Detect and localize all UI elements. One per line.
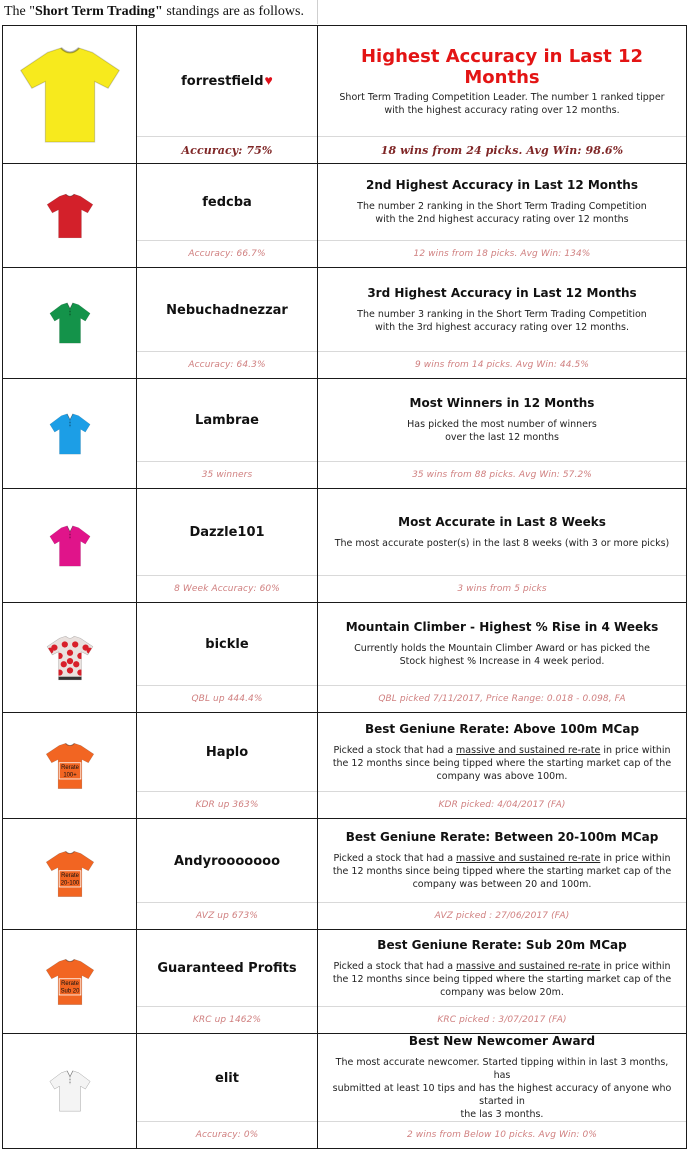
award-description-line: Short Term Trading Competition Leader. The number 1 ranked tipper xyxy=(339,91,665,103)
tipper-stat: Accuracy: 66.7% xyxy=(137,240,317,267)
tipper-stat: Accuracy: 75% xyxy=(137,136,317,163)
award-stat: AVZ picked : 27/06/2017 (FA) xyxy=(318,902,686,929)
shirt-cell xyxy=(3,819,137,930)
shirt-cell xyxy=(3,1034,137,1149)
award-description-underline: massive and sustained re-rate xyxy=(456,744,601,756)
green-polo-shirt-icon xyxy=(3,268,136,378)
tipper-name: Lambrae xyxy=(195,413,259,428)
tipper-cell xyxy=(137,489,318,603)
tipper-cell xyxy=(137,930,318,1034)
tipper-name: forrestfield xyxy=(181,74,264,89)
polka-dot-jersey-icon xyxy=(3,603,136,712)
award-title: Best New Newcomer Award xyxy=(408,1034,596,1048)
tipper-name: Haplo xyxy=(205,745,249,760)
award-stat: KRC picked : 3/07/2017 (FA) xyxy=(318,1006,686,1033)
tipper-stat: Accuracy: 64.3% xyxy=(137,351,317,378)
award-title: Best Geniune Rerate: Above 100m MCap xyxy=(364,721,640,736)
award-description-underline: massive and sustained re-rate xyxy=(456,853,601,864)
award-description-line: with the 3rd highest accuracy rating over 12 months. xyxy=(374,321,629,333)
tipper-cell xyxy=(137,1034,318,1149)
award-description-line: over the last 12 months xyxy=(445,432,559,443)
award-stat: 9 wins from 14 picks. Avg Win: 44.5% xyxy=(318,351,686,378)
shirt-label-line-1: Rerate xyxy=(60,764,79,771)
award-cell xyxy=(318,930,687,1034)
tipper-name: Nebuchadnezzar xyxy=(166,302,288,318)
tipper-name: Guaranteed Profits xyxy=(157,961,297,976)
heart-icon: ♥ xyxy=(264,72,273,88)
award-title: 2nd Highest Accuracy in Last 12 Months xyxy=(366,178,638,192)
shirt-cell xyxy=(3,26,137,164)
tipper-stat: Accuracy: 0% xyxy=(137,1121,317,1148)
award-title: Best Geniune Rerate: Between 20-100m MCap xyxy=(345,830,659,844)
shirt-cell xyxy=(3,379,137,489)
tipper-cell xyxy=(137,26,318,164)
award-description-line: The number 2 ranking in the Short Term Trading Competition xyxy=(357,201,647,212)
tipper-name-line xyxy=(205,635,248,653)
award-description-line: submitted at least 10 tips and has the highest accuracy of anyone who started in xyxy=(332,1083,672,1107)
tipper-name-line xyxy=(202,193,252,211)
standings-row xyxy=(3,164,687,268)
award-cell xyxy=(318,26,687,164)
standings-table xyxy=(2,25,687,1149)
award-description-end: in price within the 12 months since being tipped where the starting market cap of the company was below 20m. xyxy=(332,960,672,998)
tipper-name: Dazzle101 xyxy=(189,525,265,540)
tipper-name: Andyrooooooo xyxy=(173,853,281,869)
shirt-label-line-1: Rerate xyxy=(60,980,79,987)
award-description-end: in price within the 12 months since being tipped where the starting market cap of the company was above 100m. xyxy=(332,744,672,782)
award-title: Most Accurate in Last 8 Weeks xyxy=(398,514,606,529)
shirt-label-line-2: 20-100 xyxy=(60,880,79,887)
tipper-name: fedcba xyxy=(202,195,252,210)
tipper-name: elit xyxy=(215,1070,239,1086)
tipper-name-line xyxy=(157,959,296,977)
shirt-cell xyxy=(3,489,137,603)
white-polo-shirt-icon xyxy=(3,1034,136,1148)
award-description xyxy=(332,960,672,999)
award-description xyxy=(332,1056,672,1121)
tipper-name-line xyxy=(215,1069,239,1087)
award-stat: KDR picked: 4/04/2017 (FA) xyxy=(318,791,686,818)
standings-row xyxy=(3,603,687,713)
award-description-line: The most accurate poster(s) in the last 8 weeks (with 3 or more picks) xyxy=(334,537,670,549)
tipper-stat: 8 Week Accuracy: 60% xyxy=(137,575,317,602)
award-description xyxy=(332,744,672,783)
tipper-cell xyxy=(137,713,318,819)
standings-row xyxy=(3,819,687,930)
tipper-name-line xyxy=(166,301,288,319)
award-cell xyxy=(318,489,687,603)
award-description-line: the las 3 months. xyxy=(460,1109,544,1120)
award-stat: 12 wins from 18 picks. Avg Win: 134% xyxy=(318,240,686,267)
award-description-line: The number 3 ranking in the Short Term Trading Competition xyxy=(357,308,647,320)
award-cell xyxy=(318,268,687,379)
award-description-line: with the highest accuracy rating over 12 months. xyxy=(384,104,620,116)
tipper-cell xyxy=(137,603,318,713)
tipper-stat: KRC up 1462% xyxy=(137,1006,317,1033)
tipper-name-line xyxy=(195,411,259,429)
award-cell xyxy=(318,164,687,268)
intro-highlight: Short Term Trading" xyxy=(34,4,163,19)
award-cell xyxy=(318,713,687,819)
award-description-start: Picked a stock that had a xyxy=(333,853,457,864)
yellow-tshirt-icon xyxy=(3,26,136,163)
shirt-cell xyxy=(3,268,137,379)
award-description xyxy=(407,418,597,444)
award-cell xyxy=(318,603,687,713)
intro-text: The "Short Term Trading" standings are as follows. xyxy=(4,4,304,19)
tipper-stat: KDR up 363% xyxy=(137,791,317,818)
award-description xyxy=(332,852,672,891)
standings-row xyxy=(3,1034,687,1149)
award-stat: 18 wins from 24 picks. Avg Win: 98.6% xyxy=(318,136,686,163)
tipper-cell xyxy=(137,164,318,268)
tipper-name-line xyxy=(189,523,264,541)
award-description-line: The most accurate newcomer. Started tipping within in last 3 months, has xyxy=(335,1057,669,1081)
award-description-start: Picked a stock that had a xyxy=(333,960,457,972)
award-stat: 2 wins from Below 10 picks. Avg Win: 0% xyxy=(318,1121,686,1148)
tipper-name: bickle xyxy=(205,637,249,652)
shirt-label-line-2: 100+ xyxy=(62,771,77,778)
pink-polo-shirt-icon xyxy=(3,489,136,602)
tipper-name-line xyxy=(181,72,273,90)
shirt-cell xyxy=(3,930,137,1034)
award-description xyxy=(354,642,650,668)
award-title: Most Winners in 12 Months xyxy=(409,396,595,410)
award-description xyxy=(357,308,647,334)
standings-row xyxy=(3,713,687,819)
orange-rerate-shirt-icon xyxy=(3,713,136,818)
orange-rerate-shirt-icon xyxy=(3,819,136,929)
tipper-name-line xyxy=(174,852,280,870)
standings-row xyxy=(3,379,687,489)
award-cell xyxy=(318,1034,687,1149)
award-cell xyxy=(318,379,687,489)
award-description xyxy=(335,537,670,550)
tipper-name-line xyxy=(206,743,248,761)
award-description-line: Stock highest % Increase in 4 week period. xyxy=(399,656,605,667)
award-description-line: Has picked the most number of winners xyxy=(407,419,597,430)
standings-row xyxy=(3,26,687,164)
award-description-underline: massive and sustained re-rate xyxy=(456,960,601,972)
tipper-cell xyxy=(137,819,318,930)
standings-row xyxy=(3,268,687,379)
tipper-stat: QBL up 444.4% xyxy=(137,685,317,712)
award-stat: 35 wins from 88 picks. Avg Win: 57.2% xyxy=(318,461,686,488)
award-description-end: in price within the 12 months since being tipped where the starting market cap of the company was between 20 and 100m. xyxy=(332,853,672,890)
shirt-cell xyxy=(3,603,137,713)
standings-row xyxy=(3,930,687,1034)
award-description-line: with the 2nd highest accuracy rating over 12 months xyxy=(375,214,629,225)
award-title: Mountain Climber - Highest % Rise in 4 Weeks xyxy=(345,620,659,634)
shirt-cell xyxy=(3,713,137,819)
red-tshirt-icon xyxy=(3,164,136,267)
tipper-stat: 35 winners xyxy=(137,461,317,488)
award-title: 3rd Highest Accuracy in Last 12 Months xyxy=(367,285,637,300)
shirt-label-line-2: Sub 20 xyxy=(60,987,79,994)
tipper-cell xyxy=(137,268,318,379)
tipper-stat: AVZ up 673% xyxy=(137,902,317,929)
award-cell xyxy=(318,819,687,930)
award-description-line: Currently holds the Mountain Climber Award or has picked the xyxy=(354,643,650,654)
shirt-cell xyxy=(3,164,137,268)
award-title: Best Geniune Rerate: Sub 20m MCap xyxy=(377,937,627,952)
standings-row xyxy=(3,489,687,603)
award-description xyxy=(357,200,647,226)
award-title: Highest Accuracy in Last 12 Months xyxy=(360,45,643,88)
orange-rerate-shirt-icon xyxy=(3,930,136,1033)
shirt-label-line-1: Rerate xyxy=(60,873,79,880)
blue-polo-shirt-icon xyxy=(3,379,136,488)
award-description-start: Picked a stock that had a xyxy=(333,744,457,756)
award-stat: QBL picked 7/11/2017, Price Range: 0.018 - 0.098, FA xyxy=(318,685,686,712)
award-description xyxy=(339,91,664,117)
tipper-cell xyxy=(137,379,318,489)
award-stat: 3 wins from 5 picks xyxy=(318,575,686,602)
intro-divider xyxy=(317,0,318,24)
